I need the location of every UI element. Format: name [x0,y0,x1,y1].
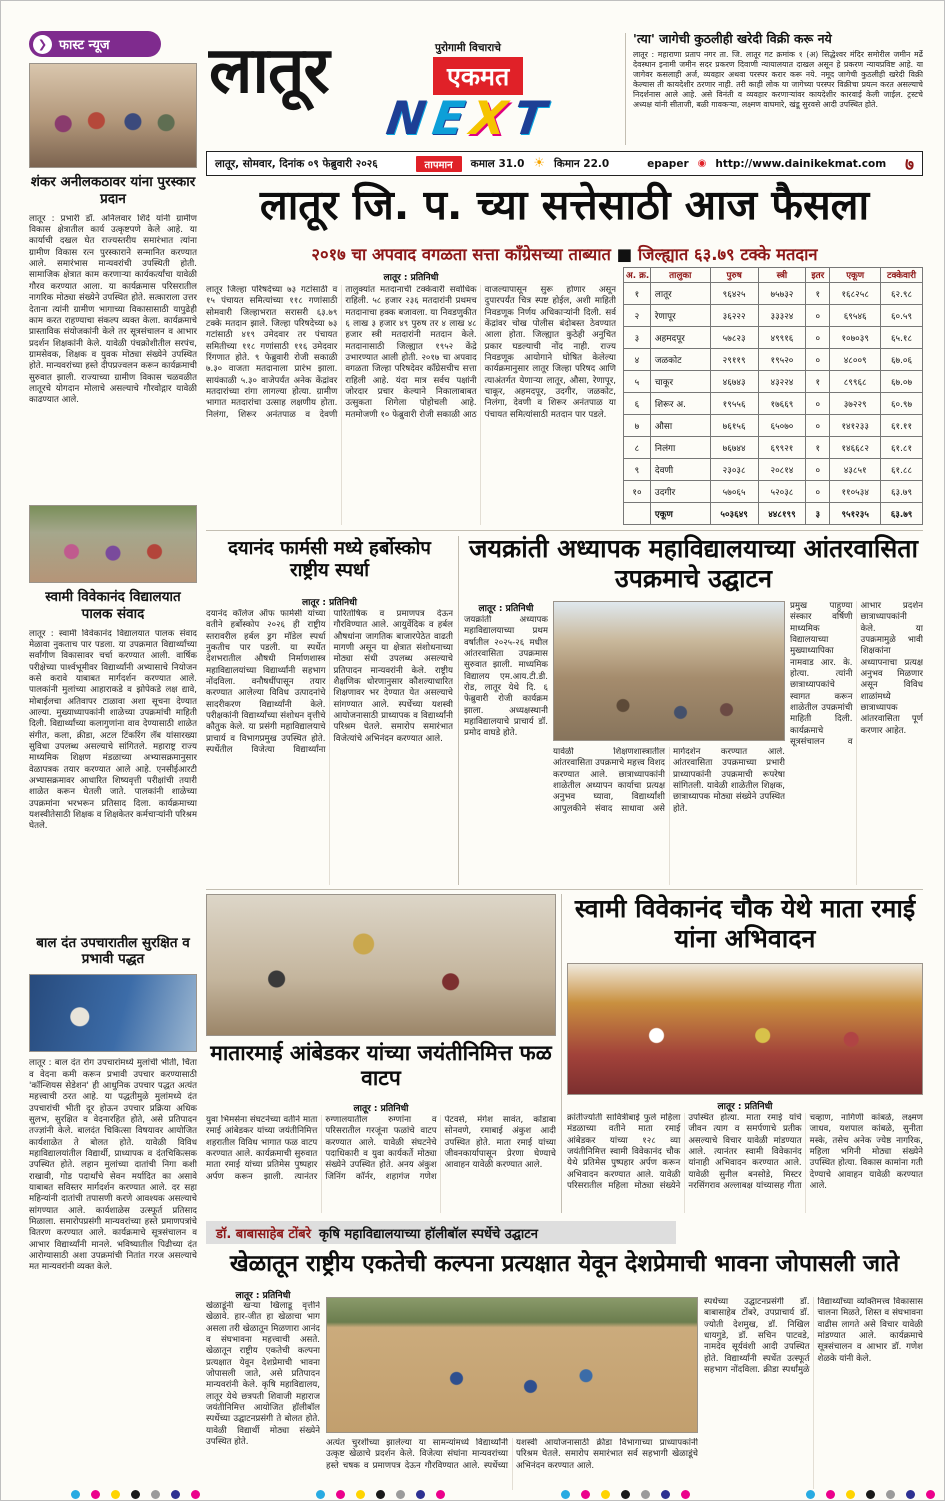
results-table-body [624,283,923,525]
sidebar-fast-news [29,31,197,1483]
abhivadan-body: क्रांतीज्योती सावित्रीबाई फुले महिला मंडळाच्या वतीने माता रमाई आंबेडकर यांच्या १२८ व्या जयंतीनिमित्त स्वामी विवेकानंद चौक येथे प्रतिमेस पुष्पहार अर्पण करून अभिवादन करण्यात आले. यावेळी परिसरातील महिला मोठ्या संख्येने उपस्थित होत्या. माता रमाई यांचे जीवन त्याग व समर्पणाचे प्रतीक असल्याचे विचार यावेळी मांडण्यात आले. त्यानंतर स्वामी विवेकानंद यांनाही अभिवादन करण्यात आले. यावेळी सुनील बनसोडे, मिस्टर नरसिंगराव अल्लाबक्ष यांच्यासह गीता चव्हाण, नागिणी कांबळे, लक्ष्मण जाधव, यशपाल कांबळे, सुनीता मस्के, तसेच अनेक ज्येष्ठ नागरिक, महिला भगिनी मोठ्या संख्येने उपस्थित होत्या. विकास कामांना गती देण्याचे आवाहन यावेळी करण्यात आले. [567,1113,923,1192]
registration-marks-group [71,1490,200,1499]
table-cell: ५२०३८ [758,481,806,503]
fast-news-icon: ❯ [33,35,52,54]
table-cell: ३ [806,503,830,525]
table-cell: जळकोट [650,349,710,371]
temperature-min: किमान 22.0 [554,157,610,170]
table-cell: ४३२२४ [758,371,806,393]
table-cell: लातूर [650,283,710,305]
table-cell: ७ [624,415,651,437]
jaykranti-headline: जयक्रांती अध्यापक महाविद्यालयाच्या आंतरवासिता उपक्रमाचे उद्घाटन [468,534,919,593]
table-row [624,393,923,415]
jaykranti-body-right: प्रमुख पाहुण्या संस्कार वर्षिणी माध्यमिक विद्यालयाच्या मुख्याध्यापिका नामवाड आर. के. होत्या. त्यांनी छात्राध्यापकांचे स्वागत करून शाळेतील उपक्रमांची माहिती दिली. कार्यक्रमाचे सूत्रसंचालन व आभार प्रदर्शन छात्राध्यापकांनी केले. या उपक्रमामुळे भावी शिक्षकांना अध्यापनाचा प्रत्यक्ष अनुभव मिळणार असून विविध शाळांमध्ये छात्राध्यापक आंतरवासिता पूर्ण करणार आहेत. [790,601,923,748]
table-cell: ० [806,481,830,503]
table-row [624,349,923,371]
table-cell: ११०५३४ [830,481,881,503]
sports-body-right: स्पर्धेच्या उद्घाटनप्रसंगी डॉ. बाबासाहेब टोंबरे, उपप्राचार्य डॉ. ज्योती देशमुख, डॉ. निखिल धायगुडे, डॉ. सचिन पाटवडे, नामदेव सूर्यवंशी आदी उपस्थित होते. विद्यार्थ्यांनी स्पर्धेत उत्स्फूर्त सहभाग नोंदविला. क्रीडा स्पर्धांमुळे विद्यार्थ्यांच्या व्यक्तिमत्त्व विकासास चालना मिळते, शिस्त व संघभावना वाढीस लागते असे विचार यावेळी मांडण्यात आले. कार्यक्रमाचे सूत्रसंचालन व आभार डॉ. गणेश शेळके यांनी केले. [704,1297,923,1376]
table-cell: ९६४२५ [710,283,758,305]
table-cell: ८९९६८ [830,371,881,393]
globe-icon: ◉ [697,158,707,169]
registration-marks-group [316,1490,445,1499]
table-cell: ९५१२३५ [830,503,881,525]
notice-body: लातूर : महाराणा प्रताप नगर ता. जि. लातूर गट क्रमांक १ (अ) सिद्धेश्वर मंदिर समोरील जमीन मर्ढे देवस्थान इनामी जमीन सदर प्रकरण दिवाणी न्यायालयात दाखल असून हे प्रकरण न्यायप्रविष्ट आहे. या जागेवर कसलाही अर्ज, व्यवहार अथवा परस्पर करार करू नये. नमूद जागेची कुठलीही खरेदी विक्री केल्यास ती कायदेशीर ठरणार नाही. तरी काही लोक या जागेच्या परस्पर विक्रीचा प्रयत्न करत असल्याचे निदर्शनास आले आहे. असे विनंती व व्यवहार करणाऱ्यांवर कायदेशीर कारवाई केली जाईल. ट्रस्टचे अध्यक्ष यांनी सीताजी, बळी गावकऱ्या, लक्ष्मण वाघमारे, खंडू सुरवसे आदी उपस्थित होते. [633,49,923,110]
sidebar-article2-body: लातूर : स्वामी विवेकानंद विद्यालयात पालक संवाद मेळावा नुकताच पार पडला. या उपक्रमात विद्यार्थ्यांच्या सर्वांगीण विकासावर चर्चा करण्यात आली. वार्षिक परीक्षेच्या पार्श्वभूमीवर विद्यार्थ्यांनी अभ्यासाचे नियोजन कसे करावे याबाबत मार्गदर्शन करण्यात आले. पालकांनी मुलांच्या आहाराकडे व झोपेकडे लक्ष द्यावे, मोबाईलचा अतिवापर टाळावा अशा सूचना देण्यात आल्या. मुख्याध्यापकांनी शाळेच्या उपक्रमांची माहिती दिली. विद्यार्थ्यांच्या कलागुणांना वाव देण्यासाठी शाळेत संगीत, कला, क्रीडा, अटल टिंकरिंग लॅब यांसारख्या सुविधा उपलब्ध असल्याचे सांगितले. महाराष्ट्र राज्य माध्यमिक शिक्षण मंडळाच्या अभ्यासक्रमानुसार वेळापत्रक तयार करण्यात आले आहे. एनसीईआरटी अभ्यासक्रमावर आधारित शिष्यवृत्ती परीक्षांची तयारी शाळेत करून घेतली जाते. पालकांनी शाळेच्या उपक्रमांना भरभरून प्रतिसाद दिला. कार्यक्रमाच्या यशस्वीतेसाठी शिक्षक व शिक्षकेतर कर्मचाऱ्यांनी परिश्रम घेतले. [29,628,197,832]
table-cell: ० [806,349,830,371]
lead-subhead-left: २०१७ चा अपवाद वगळता सत्ता काँग्रेसच्या ताब्यात [311,245,611,264]
table-header-cell: स्त्री [758,268,806,283]
jaykranti-body-left: जयक्रांती अध्यापक महाविद्यालयाच्या प्रथम वर्षातील २०२५-२६ मधील आंतरवासिता उपक्रमास सुरुवात झाली. माध्यमिक विद्यालय एम.आय.टी.डी. रोड, लातूर येथे दि. ६ फेब्रुवारी रोजी कार्यक्रम झाला. अध्यक्षस्थानी महाविद्यालयाचे प्राचार्य डॉ. प्रमोद वाघडे होते. [464,615,548,739]
table-row [624,283,923,305]
strip-headline [206,1221,676,1244]
table-cell: २३०३८ [710,459,758,481]
lead-subhead-right: जिल्ह्यात ६३.७९ टक्के मतदान [638,245,818,264]
table-cell: ० [806,459,830,481]
results-table-wrap [623,267,923,525]
table-cell: ७६७४४ [710,437,758,459]
table-row [624,481,923,503]
photo-falvatap [206,894,556,1036]
results-table-head-row [624,268,923,283]
lead-body: लातूर जिल्हा परिषदेच्या ७३ गटांसाठी व १५ पंचायत समित्यांच्या ११८ गणांसाठी सोमवारी जिल्हाभरात सरासरी ६३.७९ टक्के मतदान झाले. जिल्हा परिषदेच्या ७३ गटांसाठी ४१९ उमेदवार तर पंचायत समितीच्या ११८ गणांसाठी ११६ उमेदवार रिंगणात होते. ९ फेब्रुवारी रोजी सकाळी ७.३० वाजता मतदानाला प्रारंभ झाला. सायंकाळी ५.३० वाजेपर्यंत अनेक केंद्रांवर मतदारांच्या रांगा लागल्या होत्या. ग्रामीण भागात मतदारांचा उत्साह लक्षणीय होता. निलंगा, शिरूर अनंतपाळ व देवणी तालुक्यांत मतदानाची टक्केवारी सर्वाधिक राहिली. ५८ हजार २३६ मतदारांनी प्रथमच मतदानाचा हक्क बजावला. या निवडणुकीत ६ लाख ३ हजार ४९ पुरुष तर ४ लाख ४८ हजार स्त्री मतदारांनी मतदान केले. मतदानासाठी जिल्ह्यात १९५२ केंद्रे उभारण्यात आली होती. २०१७ चा अपवाद वगळता जिल्हा परिषदेवर काँग्रेसचीच सत्ता राहिली आहे. यंदा मात्र सर्वच पक्षांनी जोरदार प्रचार केल्याने निकालाबाबत उत्सुकता शिगेला पोहोचली आहे. मतमोजणी १० फेब्रुवारी रोजी सकाळी आठ वाजल्यापासून सुरू होणार असून दुपारपर्यंत चित्र स्पष्ट होईल, अशी माहिती निवडणूक निर्णय अधिकाऱ्यांनी दिली. सर्व केंद्रांवर चोख पोलीस बंदोबस्त ठेवण्यात आला होता. जिल्ह्यात कुठेही अनुचित प्रकार घडल्याची नोंद नाही. राज्य निवडणूक आयोगाने घोषित केलेल्या कार्यक्रमानुसार लातूर जिल्हा परिषद आणि त्याअंतर्गत येणाऱ्या लातूर, औसा, रेणापूर, चाकूर, अहमदपूर, उदगीर, जळकोट, निलंगा, देवणी व शिरूर अनंतपाळ या पंचायत समित्यांसाठी मतदान पार पडले. [206,285,616,420]
jaykranti-body-below: यावेळी शिक्षणशास्त्रातील आंतरवासिता उपक्रमाचे महत्त्व विशद करण्यात आले. छात्राध्यापकांनी शाळेतील अध्यापन कार्याचा प्रत्यक्ष अनुभव घ्यावा, विद्यार्थ्यांशी आपुलकीने संवाद साधावा असे मार्गदर्शन करण्यात आले. आंतरवासिता उपक्रमाच्या प्रभारी प्राध्यापकांनी उपक्रमाची रूपरेषा सांगितली. यावेळी शाळेतील शिक्षक, छात्राध्यापक मोठ्या संख्येने उपस्थित होते. [553,747,785,814]
divider [458,536,459,885]
dateline-text: लातूर, सोमवार, दिनांक ०९ फेब्रुवारी २०२६ [215,157,378,170]
table-row [624,503,923,525]
registration-dot [316,1490,325,1499]
epaper-url[interactable]: http://www.dainikekmat.com [715,157,887,170]
next-logo [383,91,551,145]
next-letter-x: X [467,91,513,145]
table-cell: ६७.०६ [881,349,923,371]
photo-abhivadan [567,963,923,1095]
table-cell: ४६७४३ [710,371,758,393]
table-cell: अहमदपूर [650,327,710,349]
sidebar-article3-body: लातूर : बाल दंत रोग उपचारांमध्ये मुलांची भीती, चिंता व वेदना कमी करून प्रभावी उपचार करण्यासाठी 'कॉन्शियस सेडेशन' ही आधुनिक उपचार पद्धत अत्यंत महत्त्वाची ठरत आहे. या पद्धतीमुळे मुलांमध्ये दंत उपचारांची भीती दूर होऊन उपचार प्रक्रिया अधिक सुलभ, सुरक्षित व वेदनारहित होते, असे प्रतिपादन तज्ज्ञांनी केले. बालदंत चिकित्सा विषयावर आयोजित कार्यशाळेत ते बोलत होते. यावेळी विविध महाविद्यालयांतील विद्यार्थी, प्राध्यापक व दंतचिकित्सक उपस्थित होते. लहान मुलांच्या दातांची निगा कशी राखावी, गोड पदार्थांचे सेवन मर्यादित का असावे याबाबत सविस्तर मार्गदर्शन करण्यात आले. दर सहा महिन्यांनी दातांची तपासणी करणे आवश्यक असल्याचे सांगण्यात आले. कार्यशाळेस उत्स्फूर्त प्रतिसाद मिळाला. समारोपप्रसंगी मान्यवरांच्या हस्ते प्रमाणपत्रांचे वितरण करण्यात आले. कार्यक्रमाचे सूत्रसंचालन व आभार विद्यार्थ्यांनी मानले. भविष्यातील पिढीच्या दंत आरोग्यासाठी अशा उपक्रमांची नितांत गरज असल्याचे मत मान्यवरांनी व्यक्त केले. [29,1058,197,1273]
table-cell: ७६१५६ [710,415,758,437]
registration-dot [376,1490,385,1499]
table-cell: ६१.११ [881,415,923,437]
table-cell: १ [624,283,651,305]
registration-dot [866,1490,875,1499]
table-cell: ३६२२२ [710,305,758,327]
sports-body-left: खेळाडूंनी खऱ्या खिलाडू वृत्तीने खेळावे. हार-जीत हा खेळाचा भाग असला तरी खेळातून मिळणारा आनंद व संघभावना महत्त्वाची असते. खेळातून राष्ट्रीय एकतेची कल्पना प्रत्यक्षात येवून देशप्रेमाची भावना जोपासली जाते, असे प्रतिपादन मान्यवरांनी केले. कृषि महाविद्यालय, लातूर येथे छत्रपती शिवाजी महाराज जयंतीनिमित्त आयोजित हॉलीबॉल स्पर्धेच्या उद्घाटनप्रसंगी ते बोलत होते. यावेळी विद्यार्थी मोठ्या संख्येने उपस्थित होते. [206,1301,320,1448]
table-cell: ६३.७९ [881,503,923,525]
table-row [624,327,923,349]
table-header-cell: अ. क्र. [624,268,651,283]
table-cell: ६९५४६ [830,305,881,327]
table-row [624,437,923,459]
falvatap-byline: लातूर : प्रतिनिधी [353,1104,409,1114]
pharmacy-body: दयानंद कॉलेज ऑफ फार्मसी यांच्या वतीने हर्बोस्कोप २०२६ ही राष्ट्रीय स्तरावरील हर्बल ड्रग मॉडेल स्पर्धा नुकतीच पार पडली. या स्पर्धेत देशभरातील औषधी निर्माणशास्त्र महाविद्यालयांच्या विद्यार्थ्यांनी सहभाग नोंदविला. वनौषधींपासून तयार करण्यात आलेल्या विविध उत्पादनांचे सादरीकरण विद्यार्थ्यांनी केले. परीक्षकांनी विद्यार्थ्यांच्या संशोधन वृत्तीचे कौतुक केले. या प्रसंगी महाविद्यालयाचे प्राचार्य व विभागप्रमुख उपस्थित होते. स्पर्धेतील विजेत्या विद्यार्थ्यांना पारितोषिक व प्रमाणपत्र देऊन गौरविण्यात आले. आयुर्वेदिक व हर्बल औषधांना जागतिक बाजारपेठेत वाढती मागणी असून या क्षेत्रात संशोधनाच्या मोठ्या संधी उपलब्ध असल्याचे प्रतिपादन मान्यवरांनी केले. राष्ट्रीय शैक्षणिक धोरणानुसार कौशल्याधारित शिक्षणावर भर देण्यात येत असल्याचे सांगण्यात आले. स्पर्धेच्या यशस्वी आयोजनासाठी प्राध्यापक व विद्यार्थ्यांनी परिश्रम घेतले. समारोप समारंभात विजेत्यांचे अभिनंदन करण्यात आले. [206,609,453,756]
divider [206,530,923,531]
registration-dot [71,1490,80,1499]
registration-dot [171,1490,180,1499]
pharmacy-byline: लातूर : प्रतिनिधी [302,598,357,608]
registration-dot [641,1490,650,1499]
table-cell: १९५२० [758,349,806,371]
table-cell: १० [624,481,651,503]
registration-dot [806,1490,815,1499]
table-cell: ४८००९ [830,349,881,371]
notice-headline: 'त्या' जागेची कुठलीही खरेदी विक्री करू नये [633,31,832,46]
table-cell: २ [624,305,651,327]
sidebar-article1-headline: शंकर अनीलकठावर यांना पुरस्कार प्रदान [30,174,196,207]
table-cell: १४१२३३ [830,415,881,437]
divider [625,33,626,145]
table-row [624,371,923,393]
table-cell: ० [806,305,830,327]
table-cell: देवणी [650,459,710,481]
abhivadan-headline: स्वामी विवेकानंद चौक येथे माता रमाई यांना अभिवादन [574,894,916,953]
ekmat-logo: एकमत [433,57,523,95]
next-letter-n: N [383,91,432,145]
registration-dot [131,1490,140,1499]
table-cell: ६१.८१ [881,437,923,459]
table-cell: २०८१४ [758,459,806,481]
table-cell: ५०३६४९ [710,503,758,525]
lead-headline: लातूर जि. प. च्या सत्तेसाठी आज फैसला [259,181,870,229]
registration-dot [621,1490,630,1499]
masthead-tagline: पुरोगामी विचाराचे [435,42,501,54]
falvatap-body: युवा भिमसेना संघटनेच्या वतीने माता रमाई आंबेडकर यांच्या जयंतीनिमित्त शहरातील विविध भागात फळ वाटप करण्यात आले. कार्यक्रमाची सुरुवात माता रमाई यांच्या प्रतिमेस पुष्पहार अर्पण करून झाली. त्यानंतर रुग्णालयातील रुग्णांना व परिसरातील गरजूंना फळांचे वाटप करण्यात आले. यावेळी संघटनेचे पदाधिकारी व युवा कार्यकर्ते मोठ्या संख्येने उपस्थित होते. अनय अंकुश जिनिंग कॉर्नर, शहागंज गणेश पेटवर्स, मंगेश सावंत, कोंडाबा सोनवणे, रमाबाई अंकुश आदी उपस्थित होते. माता रमाई यांच्या जीवनकार्यापासून प्रेरणा घेण्याचे आवाहन यावेळी करण्यात आले. [206,1115,556,1182]
registration-dot [416,1490,425,1499]
table-cell: १ [806,437,830,459]
registration-dot [396,1490,405,1499]
abhivadan-byline: लातूर : प्रतिनिधी [717,1102,773,1112]
registration-marks-group [561,1490,690,1499]
registration-dot [601,1490,610,1499]
registration-dot [681,1490,690,1499]
table-cell: ६ [624,393,651,415]
table-cell: १ [806,371,830,393]
table-cell: १६८२५८ [830,283,881,305]
next-letter-t: T [509,91,551,145]
table-cell: ६९९२१ [758,437,806,459]
table-cell: ४४८१९९ [758,503,806,525]
temperature-max: कमाल 31.0 [470,157,525,170]
photo-dental-seminar [29,974,197,1052]
divider [206,889,923,890]
table-header-cell: पुरुष [710,268,758,283]
table-cell: १ [806,283,830,305]
table-row [624,459,923,481]
table-header-cell: एकूण [830,268,881,283]
registration-dot [356,1490,365,1499]
registration-dot [926,1490,935,1499]
results-table [623,267,923,525]
table-row [624,415,923,437]
registration-dot [151,1490,160,1499]
temperature-label: तापमान [416,156,462,172]
registration-dot [846,1490,855,1499]
registration-dot [906,1490,915,1499]
table-cell: ६०.९७ [881,393,923,415]
table-cell: १९५५६ [710,393,758,415]
page-number: ७ [905,155,915,175]
photo-volleyball [326,1297,698,1433]
table-cell: १४६६८२ [830,437,881,459]
sports-byline: लातूर : प्रतिनिधी [235,1291,291,1301]
table-cell: ५७०६५ [710,481,758,503]
table-cell: ० [806,327,830,349]
table-cell: ५ [624,371,651,393]
table-cell: ३७२२९ [830,393,881,415]
falvatap-headline: मातारमाई आंबेडकर यांच्या जयंतीनिमित्त फळ वाटप [210,1041,552,1090]
table-header-cell: टक्केवारी [881,268,923,283]
registration-dot [436,1490,445,1499]
registration-dot [886,1490,895,1499]
table-cell: ६५०७० [758,415,806,437]
notice-article [633,31,923,144]
table-cell: १७६६९ [758,393,806,415]
registration-dot [91,1490,100,1499]
table-cell: शिरूर अ. [650,393,710,415]
table-cell: २९११९ [710,349,758,371]
photo-award-ceremony [29,63,197,168]
table-cell: ३३३२४ [758,305,806,327]
pharmacy-headline: दयानंद फार्मसी मध्ये हर्बोस्कोप राष्ट्रीय स्पर्धा [228,538,431,581]
divider [561,894,562,1213]
table-cell: ४ [624,349,651,371]
sidebar-article3-headline: बाल दंत उपचारातील सुरक्षित व प्रभावी पद्धत [36,934,190,968]
table-cell: ० [806,393,830,415]
next-letter-e: E [428,91,470,145]
sports-body-below: अत्यंत चुरशीच्या झालेल्या या सामन्यांमध्ये विद्यार्थ्यांनी उत्कृष्ट खेळाचे प्रदर्शन केले. विजेत्या संघांना मान्यवरांच्या हस्ते चषक व प्रमाणपत्र देऊन गौरविण्यात आले. स्पर्धेच्या यशस्वी आयोजनासाठी क्रीडा विभागाच्या प्राध्यापकांनी परिश्रम घेतले. समारोप समारंभात सर्व सहभागी खेळाडूंचे अभिनंदन करण्यात आले. [326,1438,698,1471]
sun-icon: ☀ [533,156,546,171]
registration-dot [661,1490,670,1499]
masthead-title: लातूर [209,34,329,108]
registration-dot [581,1490,590,1499]
sidebar-article2-headline: स्वामी विवेकानंद विद्यालयात पालक संवाद [45,588,181,622]
registration-dot [191,1490,200,1499]
strip-name: डॉ. बाबासाहेब टोंबरे [216,1226,312,1242]
table-header-cell: इतर [806,268,830,283]
epaper-label[interactable]: epaper [647,157,689,170]
table-cell: ० [806,415,830,437]
registration-dot [826,1490,835,1499]
sidebar-article1-body: लातूर : प्रभारी डॉ. अनिलवार शिंदे यांनी ग्रामीण विकास क्षेत्रातील कार्य उत्कृष्टपणे केले आहे. या कार्याची दखल घेत राज्यस्तरीय समारंभात त्यांना ग्रामीण विकास रत्न पुरस्काराने सन्मानित करण्यात आले. समारंभास मान्यवरांची उपस्थिती होती. सामाजिक क्षेत्रात काम करणाऱ्या कार्यकर्त्यांचा यावेळी गौरव करण्यात आला. या कार्यक्रमास परिसरातील नागरिक मोठ्या संख्येने उपस्थित होते. सत्काराला उत्तर देताना त्यांनी ग्रामीण भागाच्या विकासासाठी यापुढेही काम करत राहण्याचा संकल्प व्यक्त केला. कार्यक्रमाचे प्रास्ताविक संयोजकांनी केले तर सूत्रसंचालन व आभार प्रदर्शन शिक्षकांनी केले. यावेळी पंचक्रोशीतील सरपंच, ग्रामसेवक, शिक्षक व युवक मोठ्या संख्येने उपस्थित होते. मान्यवरांच्या हस्ते दीपप्रज्वलन करून कार्यक्रमाची सुरुवात झाली. राज्याच्या ग्रामीण विकास चळवळीत लातूरचे योगदान मोलाचे असल्याचे गौरवोद्गार यावेळी काढण्यात आले. [29,213,197,406]
table-cell: ७५७३२ [758,283,806,305]
table-header-cell: तालुका [650,268,710,283]
table-cell: ६३.७९ [881,481,923,503]
lead-subhead [206,245,923,264]
registration-dot [111,1490,120,1499]
table-cell: औसा [650,415,710,437]
square-bullet-icon: ■ [616,245,633,264]
table-cell [624,503,651,525]
table-cell: १०७०३९ [830,327,881,349]
fast-news-label: फास्ट न्यूज [59,38,110,53]
table-cell: ६१.८८ [881,459,923,481]
table-cell: उदगीर [650,481,710,503]
table-cell: रेणापूर [650,305,710,327]
registration-dot [336,1490,345,1499]
table-cell: ८ [624,437,651,459]
table-cell: एकूण [650,503,710,525]
jaykranti-byline: लातूर : प्रतिनिधी [478,604,534,614]
table-cell: ९ [624,459,651,481]
dateline-bar [206,151,923,176]
strip-rest: कृषि महाविद्यालयाच्या हॉलीबॉल स्पर्धेचे उद्घाटन [319,1226,538,1242]
sports-headline: खेळातून राष्ट्रीय एकतेची कल्पना प्रत्यक्षात येवून देशप्रेमाची भावना जोपासली जाते [229,1251,900,1277]
table-cell: ६२.९८ [881,283,923,305]
table-cell: चाकूर [650,371,710,393]
registration-dot [561,1490,570,1499]
table-cell: ४९९१६ [758,327,806,349]
photo-parent-meet [29,505,197,583]
table-cell: ५७८२३ [710,327,758,349]
lead-byline: लातूर : प्रतिनिधी [383,273,439,283]
table-cell: ३ [624,327,651,349]
table-cell: ६०.५९ [881,305,923,327]
table-cell: ६७.०७ [881,371,923,393]
table-cell: ६५.१८ [881,327,923,349]
fast-news-badge [29,31,161,57]
registration-marks-group [806,1490,935,1499]
table-cell: ४३८५१ [830,459,881,481]
photo-jaykranti-inauguration [553,601,785,741]
table-row [624,305,923,327]
table-cell: निलंगा [650,437,710,459]
